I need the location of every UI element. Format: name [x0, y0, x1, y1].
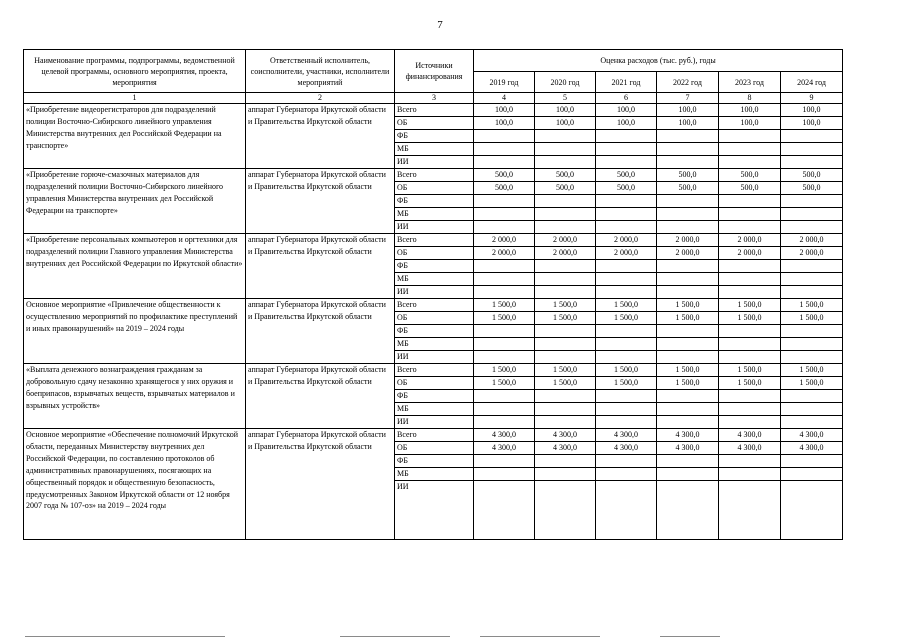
expense-value: 4 300,0 [781, 429, 843, 442]
expense-value [474, 195, 535, 208]
expense-value [719, 481, 781, 540]
expense-value: 500,0 [719, 169, 781, 182]
expense-value [535, 143, 596, 156]
expense-value [719, 260, 781, 273]
expense-value [535, 351, 596, 364]
expense-value [781, 208, 843, 221]
column-number: 8 [719, 93, 781, 104]
expense-value [719, 156, 781, 169]
header-row [24, 50, 843, 72]
expense-value: 100,0 [596, 104, 657, 117]
expense-value: 2 000,0 [719, 247, 781, 260]
expense-value [535, 325, 596, 338]
expense-value: 100,0 [657, 104, 719, 117]
expense-value [596, 455, 657, 468]
expense-value: 500,0 [596, 182, 657, 195]
expense-value [719, 351, 781, 364]
funding-source: ИИ [395, 286, 474, 299]
expense-value: 100,0 [535, 117, 596, 130]
expense-value: 100,0 [781, 104, 843, 117]
expense-value [474, 351, 535, 364]
expense-value [474, 286, 535, 299]
expense-value [535, 481, 596, 540]
expense-value [596, 156, 657, 169]
expense-value [535, 195, 596, 208]
expense-value [535, 130, 596, 143]
expense-value: 2 000,0 [781, 247, 843, 260]
funding-source: ФБ [395, 325, 474, 338]
expense-value [596, 481, 657, 540]
expense-value [719, 325, 781, 338]
expense-value [781, 260, 843, 273]
expense-value [657, 481, 719, 540]
page-number: 7 [437, 19, 443, 31]
funding-source: ФБ [395, 260, 474, 273]
column-number: 9 [781, 93, 843, 104]
measure-executor: аппарат Губернатора Иркутской области и Правительства Иркутской области [246, 104, 395, 169]
expense-value [657, 416, 719, 429]
source-row [24, 429, 843, 442]
expense-value: 1 500,0 [657, 364, 719, 377]
header-source: Источники финансирования [395, 50, 474, 93]
expense-value: 500,0 [535, 182, 596, 195]
expense-value [657, 260, 719, 273]
expense-value [719, 403, 781, 416]
measure-name: Основное мероприятие «Обеспечение полномочий Иркутской области, переданных Министерству внутренних дел Российской Федерации, по составлению протоколов об административных правонарушениях, посягающих на общественный порядок и общественную безопасность, предусмотренных Законом Иркутской области от 12 ноября 2007 года № 107-оз» на 2019 – 2024 годы [24, 429, 246, 540]
header-year: 2022 год [657, 72, 719, 93]
column-number: 4 [474, 93, 535, 104]
expense-value: 2 000,0 [535, 247, 596, 260]
funding-source: ИИ [395, 156, 474, 169]
expense-value: 1 500,0 [535, 364, 596, 377]
funding-source: ОБ [395, 377, 474, 390]
expense-value: 1 500,0 [474, 299, 535, 312]
expense-value [596, 338, 657, 351]
expense-value: 4 300,0 [535, 442, 596, 455]
header-year: 2019 год [474, 72, 535, 93]
expense-value [657, 351, 719, 364]
expense-value: 100,0 [657, 117, 719, 130]
expense-value: 2 000,0 [596, 234, 657, 247]
expense-value: 4 300,0 [596, 442, 657, 455]
funding-source: ОБ [395, 182, 474, 195]
expense-value [596, 273, 657, 286]
expense-value: 1 500,0 [719, 364, 781, 377]
funding-source: ИИ [395, 221, 474, 234]
expense-value [719, 195, 781, 208]
expense-value [657, 195, 719, 208]
expense-value: 1 500,0 [535, 377, 596, 390]
header-year: 2021 год [596, 72, 657, 93]
expense-value [781, 481, 843, 540]
measure-executor: аппарат Губернатора Иркутской области и Правительства Иркутской области [246, 299, 395, 364]
expense-value [474, 468, 535, 481]
funding-source: ФБ [395, 455, 474, 468]
header-year: 2023 год [719, 72, 781, 93]
expense-value [596, 325, 657, 338]
expense-value [781, 156, 843, 169]
measure-executor: аппарат Губернатора Иркутской области и Правительства Иркутской области [246, 234, 395, 299]
funding-source: МБ [395, 338, 474, 351]
expense-value [781, 351, 843, 364]
expense-value [596, 143, 657, 156]
expense-value [657, 455, 719, 468]
expense-value: 100,0 [474, 117, 535, 130]
expense-value [596, 468, 657, 481]
measure-name: «Приобретение персональных компьютеров и оргтехники для подразделений полиции Главного управления Министерства внутренних дел Российской Федерации по Иркутской области» [24, 234, 246, 299]
source-row [24, 299, 843, 312]
source-row [24, 169, 843, 182]
expense-value [535, 468, 596, 481]
expense-value: 1 500,0 [596, 377, 657, 390]
expense-value: 2 000,0 [719, 234, 781, 247]
expense-value [474, 403, 535, 416]
expense-value [781, 325, 843, 338]
expense-value [474, 416, 535, 429]
expense-value [596, 403, 657, 416]
expense-value [474, 221, 535, 234]
expense-value: 1 500,0 [596, 299, 657, 312]
expense-value [657, 208, 719, 221]
expense-value: 1 500,0 [474, 377, 535, 390]
expense-value: 1 500,0 [781, 299, 843, 312]
expense-value: 2 000,0 [781, 234, 843, 247]
expense-value [657, 221, 719, 234]
expense-value: 500,0 [474, 169, 535, 182]
expense-value: 4 300,0 [719, 442, 781, 455]
expense-value: 1 500,0 [657, 312, 719, 325]
scan-artifact [660, 636, 720, 637]
header-year: 2020 год [535, 72, 596, 93]
expense-value: 1 500,0 [781, 312, 843, 325]
source-row [24, 364, 843, 377]
expense-value: 500,0 [781, 182, 843, 195]
measure-name: «Выплата денежного вознаграждения гражданам за добровольную сдачу незаконно хранящегося у них оружия и боеприпасов, взрывчатых веществ, взрывчатых материалов и взрывных устройств» [24, 364, 246, 429]
column-number: 6 [596, 93, 657, 104]
expense-value: 500,0 [596, 169, 657, 182]
expense-value: 500,0 [474, 182, 535, 195]
measure-executor: аппарат Губернатора Иркутской области и Правительства Иркутской области [246, 364, 395, 429]
expense-value: 100,0 [719, 104, 781, 117]
expense-value [474, 390, 535, 403]
expense-value: 2 000,0 [474, 234, 535, 247]
expense-value [535, 455, 596, 468]
expense-value [781, 130, 843, 143]
expense-value: 500,0 [657, 169, 719, 182]
budget-table [23, 49, 843, 540]
expense-value [657, 468, 719, 481]
funding-source: Всего [395, 429, 474, 442]
expense-value [657, 338, 719, 351]
header-year: 2024 год [781, 72, 843, 93]
expense-value [596, 130, 657, 143]
expense-value: 100,0 [719, 117, 781, 130]
scan-artifact [480, 636, 600, 637]
expense-value: 1 500,0 [535, 312, 596, 325]
expense-value [719, 416, 781, 429]
expense-value [596, 195, 657, 208]
expense-value [535, 416, 596, 429]
funding-source: МБ [395, 143, 474, 156]
funding-source: ОБ [395, 117, 474, 130]
expense-value: 4 300,0 [781, 442, 843, 455]
expense-value [781, 286, 843, 299]
expense-value: 1 500,0 [657, 299, 719, 312]
funding-source: ИИ [395, 351, 474, 364]
expense-value: 100,0 [535, 104, 596, 117]
expense-value [474, 130, 535, 143]
funding-source: ОБ [395, 247, 474, 260]
column-number-row [24, 93, 843, 104]
expense-value [781, 221, 843, 234]
source-row [24, 104, 843, 117]
expense-value [596, 351, 657, 364]
expense-value [474, 338, 535, 351]
expense-value [781, 338, 843, 351]
expense-value [719, 338, 781, 351]
expense-value: 4 300,0 [596, 429, 657, 442]
expense-value: 2 000,0 [596, 247, 657, 260]
expense-value [781, 273, 843, 286]
expense-value [596, 416, 657, 429]
expense-value [657, 403, 719, 416]
expense-value [474, 143, 535, 156]
expense-value [657, 273, 719, 286]
expense-value: 1 500,0 [474, 364, 535, 377]
expense-value: 4 300,0 [474, 442, 535, 455]
header-executor: Ответственный исполнитель, соисполнители, участники, исполнители мероприятий [246, 50, 395, 93]
expense-value: 500,0 [719, 182, 781, 195]
expense-value: 1 500,0 [719, 377, 781, 390]
header-name: Наименование программы, подпрограммы, ведомственной целевой программы, основного мероприятия, проекта, мероприятия [24, 50, 246, 93]
funding-source: МБ [395, 273, 474, 286]
expense-value [474, 273, 535, 286]
expense-value [535, 221, 596, 234]
expense-value [719, 208, 781, 221]
funding-source: МБ [395, 468, 474, 481]
table-body [24, 104, 843, 540]
header-estimate: Оценка расходов (тыс. руб.), годы [474, 50, 843, 72]
funding-source: ОБ [395, 312, 474, 325]
expense-value [535, 156, 596, 169]
expense-value [719, 143, 781, 156]
expense-value [596, 286, 657, 299]
expense-value: 1 500,0 [596, 312, 657, 325]
expense-value [719, 390, 781, 403]
expense-value: 500,0 [781, 169, 843, 182]
expense-value: 1 500,0 [781, 364, 843, 377]
expense-value [474, 208, 535, 221]
expense-value [596, 221, 657, 234]
column-number: 3 [395, 93, 474, 104]
column-number: 7 [657, 93, 719, 104]
expense-value [657, 156, 719, 169]
column-number: 1 [24, 93, 246, 104]
expense-value [596, 208, 657, 221]
expense-value: 2 000,0 [474, 247, 535, 260]
expense-value: 2 000,0 [657, 234, 719, 247]
source-row [24, 234, 843, 247]
measure-name: «Приобретение видеорегистраторов для подразделений полиции Восточно-Сибирского линейного управления Министерства внутренних дел Российской Федерации на транспорте» [24, 104, 246, 169]
expense-value [596, 390, 657, 403]
expense-value [781, 403, 843, 416]
expense-value [781, 468, 843, 481]
expense-value [474, 481, 535, 540]
expense-value: 1 500,0 [596, 364, 657, 377]
expense-value [719, 130, 781, 143]
expense-value [719, 286, 781, 299]
expense-value: 1 500,0 [781, 377, 843, 390]
expense-value [474, 325, 535, 338]
expense-value [535, 260, 596, 273]
expense-value [535, 208, 596, 221]
funding-source: ИИ [395, 416, 474, 429]
expense-value [474, 156, 535, 169]
expense-value: 4 300,0 [657, 442, 719, 455]
measure-executor: аппарат Губернатора Иркутской области и Правительства Иркутской области [246, 429, 395, 540]
expense-value: 4 300,0 [719, 429, 781, 442]
funding-source: Всего [395, 104, 474, 117]
funding-source: ОБ [395, 442, 474, 455]
funding-source: Всего [395, 299, 474, 312]
expense-value [781, 195, 843, 208]
expense-value: 2 000,0 [535, 234, 596, 247]
scan-artifact [340, 636, 450, 637]
expense-value: 500,0 [657, 182, 719, 195]
expense-value: 1 500,0 [535, 299, 596, 312]
expense-value: 4 300,0 [474, 429, 535, 442]
expense-value: 500,0 [535, 169, 596, 182]
expense-value: 100,0 [596, 117, 657, 130]
expense-value [535, 338, 596, 351]
expense-value [535, 273, 596, 286]
expense-value: 1 500,0 [719, 299, 781, 312]
measure-executor: аппарат Губернатора Иркутской области и Правительства Иркутской области [246, 169, 395, 234]
expense-value: 1 500,0 [474, 312, 535, 325]
expense-value [657, 130, 719, 143]
funding-source: ФБ [395, 130, 474, 143]
expense-value [535, 286, 596, 299]
funding-source: ФБ [395, 195, 474, 208]
funding-source: МБ [395, 208, 474, 221]
expense-value: 1 500,0 [657, 377, 719, 390]
funding-source: Всего [395, 364, 474, 377]
expense-value [719, 455, 781, 468]
funding-source: Всего [395, 234, 474, 247]
funding-source: МБ [395, 403, 474, 416]
expense-value [657, 143, 719, 156]
expense-value [657, 325, 719, 338]
expense-value [719, 221, 781, 234]
expense-value [535, 390, 596, 403]
expense-value [474, 455, 535, 468]
expense-value [719, 468, 781, 481]
expense-value: 100,0 [781, 117, 843, 130]
funding-source: ФБ [395, 390, 474, 403]
expense-value: 100,0 [474, 104, 535, 117]
column-number: 5 [535, 93, 596, 104]
expense-value: 4 300,0 [657, 429, 719, 442]
expense-value: 4 300,0 [535, 429, 596, 442]
funding-source: Всего [395, 169, 474, 182]
expense-value [657, 286, 719, 299]
expense-value [474, 260, 535, 273]
expense-value [596, 260, 657, 273]
expense-value: 1 500,0 [719, 312, 781, 325]
expense-value [781, 455, 843, 468]
expense-value [535, 403, 596, 416]
expense-value [657, 390, 719, 403]
expense-value [781, 390, 843, 403]
scan-artifact [25, 636, 225, 637]
expense-value [719, 273, 781, 286]
column-number: 2 [246, 93, 395, 104]
expense-value [781, 416, 843, 429]
expense-value: 2 000,0 [657, 247, 719, 260]
expense-value [781, 143, 843, 156]
measure-name: «Приобретение горюче-смазочных материалов для подразделений полиции Восточно-Сибирского линейного управления Министерства внутренних дел Российской Федерации на транспорте» [24, 169, 246, 234]
funding-source: ИИ [395, 481, 474, 540]
measure-name: Основное мероприятие «Привлечение общественности к осуществлению мероприятий по профилактике преступлений и иных правонарушений» на 2019 – 2024 годы [24, 299, 246, 364]
